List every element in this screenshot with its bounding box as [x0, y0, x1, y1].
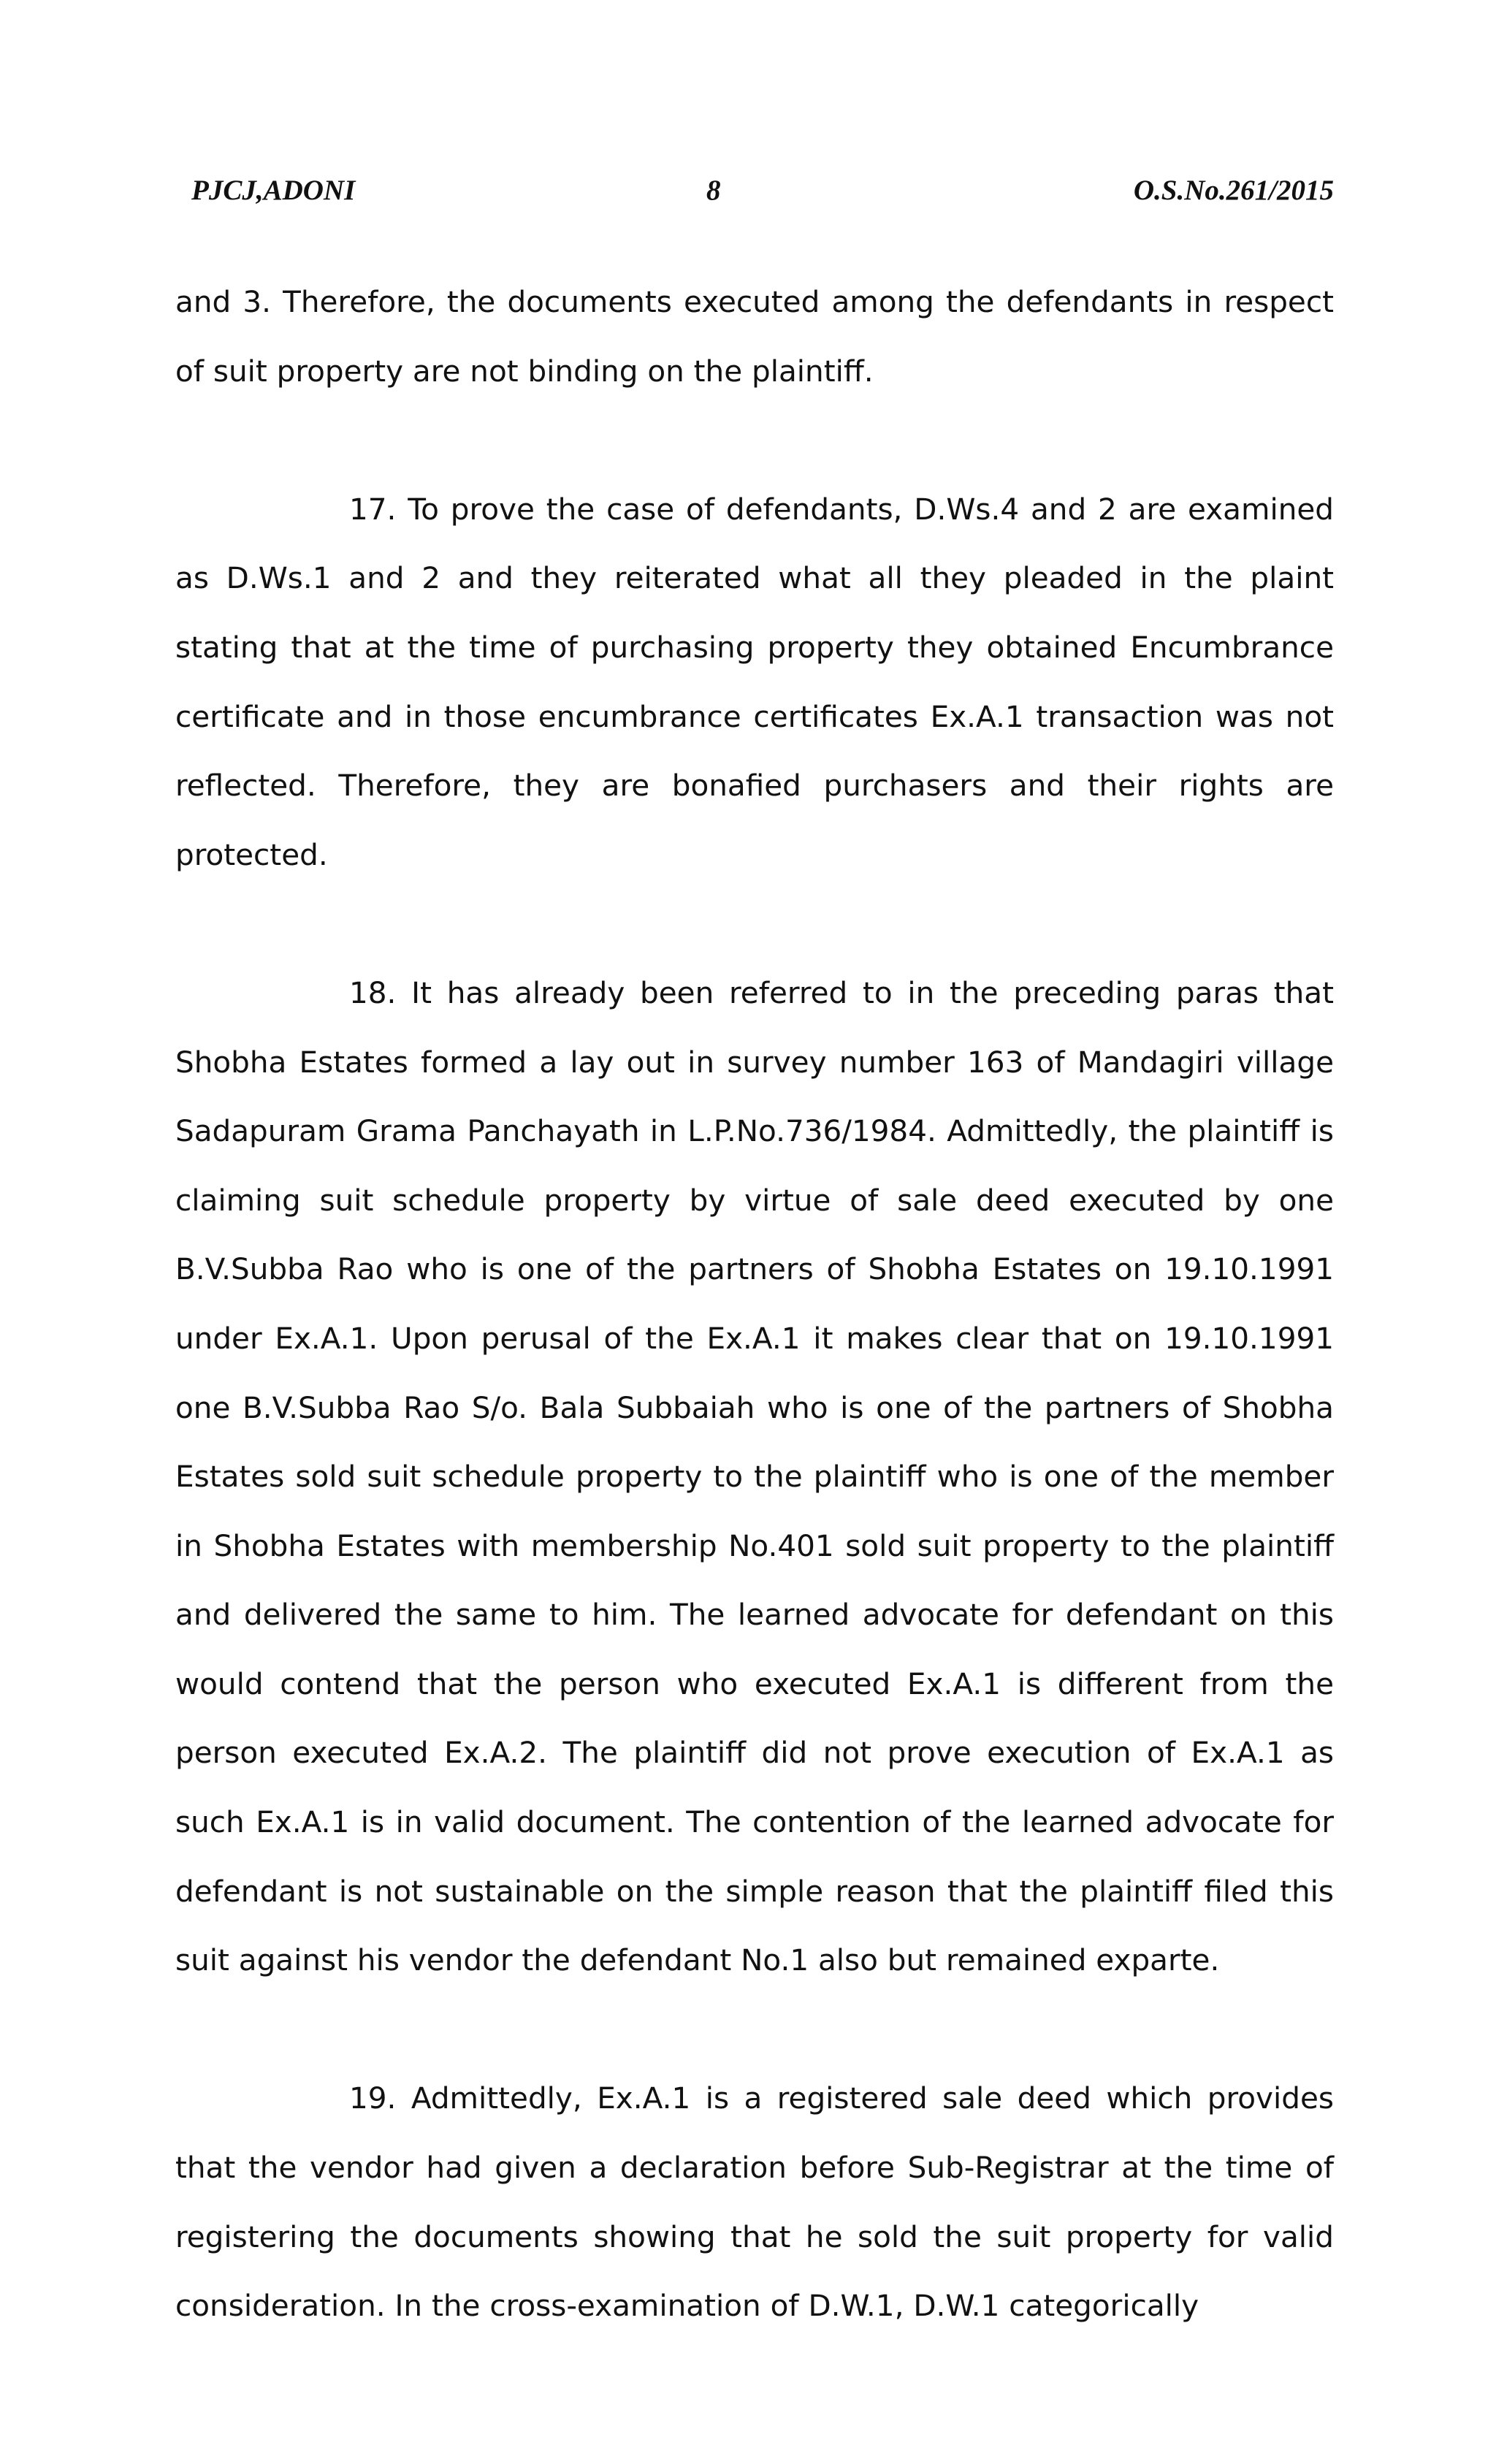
page-header — [0, 174, 1496, 218]
paragraph-spacer — [175, 1995, 1334, 2064]
judgment-body — [175, 267, 1334, 2341]
case-number: O.S.No.261/2015 — [1133, 175, 1334, 206]
court-name: PJCJ,ADONI — [191, 175, 356, 206]
paragraph-continuation: and 3. Therefore, the documents executed among the defendants in respect of suit property are not binding on the plaintiff. — [175, 284, 1334, 389]
paragraph-spacer — [175, 889, 1334, 958]
page-number: 8 — [706, 175, 721, 206]
paragraph-17: 17. To prove the case of defendants, D.Ws.4 and 2 are examined as D.Ws.1 and 2 and they reiterated what all they pleaded in the plaint stating that at the time of purchasing property they obtained Encumbrance certificate and in those encumbrance certificates Ex.A.1 transaction was not reflected. Therefore, they are bonafied purchasers and their rights are protected. — [175, 491, 1334, 872]
paragraph-spacer — [175, 405, 1334, 475]
paragraph-18: 18. It has already been referred to in the preceding paras that Shobha Estates formed a lay out in survey number 163 of Mandagiri village Sadapuram Grama Panchayath in L.P.No.736/1984. Admittedly, the plaintiff is claiming suit schedule property by virtue of sale deed executed by one B.V.Subba Rao who is one of the partners of Shobha Estates on 19.10.1991 under Ex.A.1. Upon perusal of the Ex.A.1 it makes clear that on 19.10.1991 one B.V.Subba Rao S/o. Bala Subbaiah who is one of the partners of Shobha Estates sold suit schedule property to the plaintiff who is one of the member in Shobha Estates with membership No.401 sold suit property to the plaintiff and delivered the same to him. The learned advocate for defendant on this would contend that the person who executed Ex.A.1 is different from the person executed Ex.A.2. The plaintiff did not prove execution of Ex.A.1 as such Ex.A.1 is in valid document. The contention of the learned advocate for defendant is not sustainable on the simple reason that the plaintiff filed this suit against his vendor the defendant No.1 also but remained exparte. — [175, 974, 1334, 1978]
paragraph-19: 19. Admittedly, Ex.A.1 is a registered sale deed which provides that the vendor had given a declaration before Sub-Registrar at the time of registering the documents showing that he sold the suit property for valid consideration. In the cross-examination of D.W.1, D.W.1 categorically — [175, 2080, 1334, 2324]
